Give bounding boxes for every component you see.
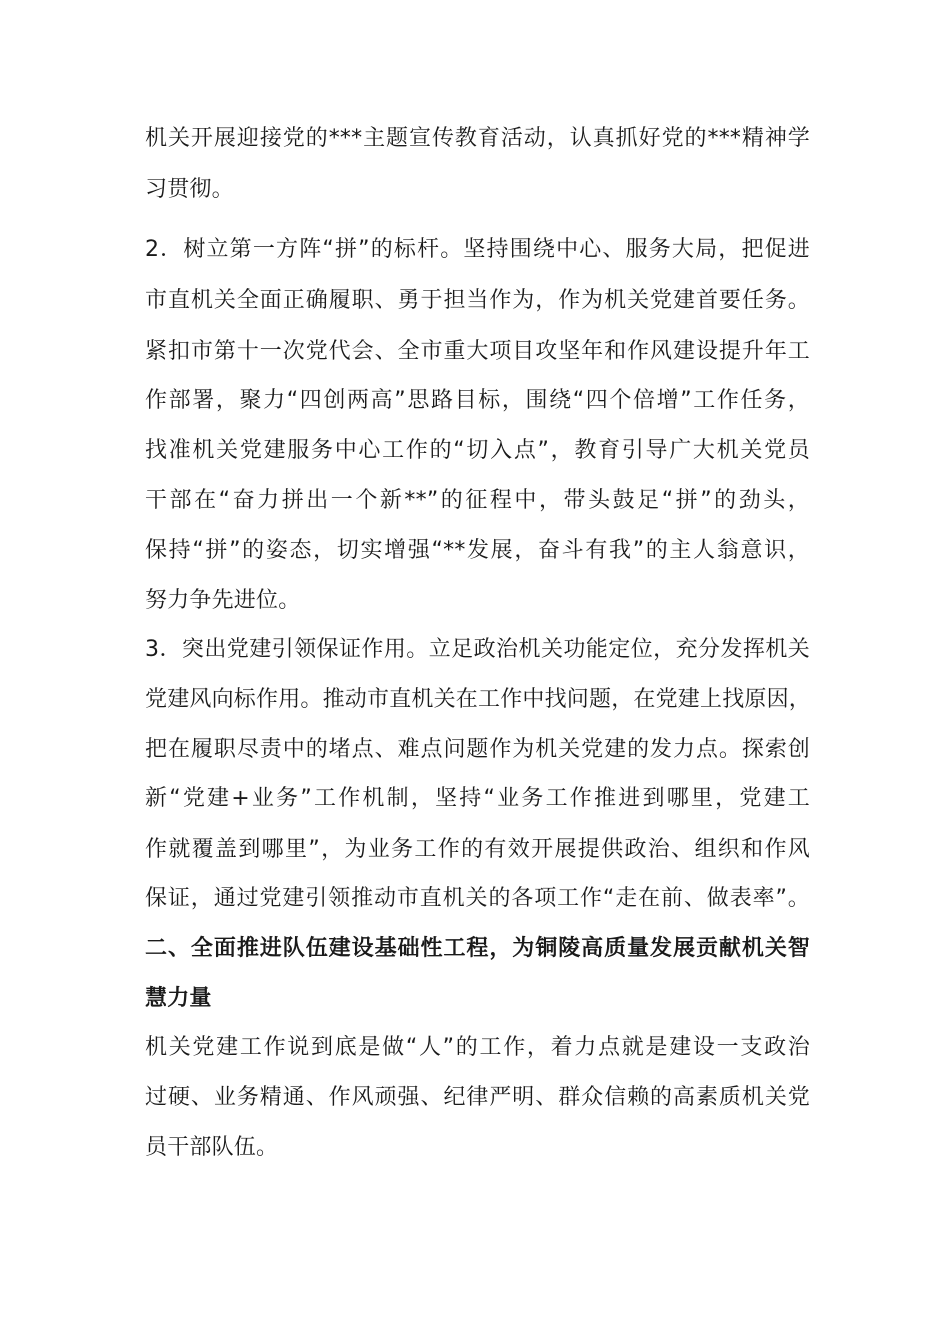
text-line: 习贯彻。 (145, 177, 234, 202)
text-line: 新“党建+业务”工作机制，坚持“业务工作推进到哪里，党建工 (145, 786, 810, 811)
text-line: 3．突出党建引领保证作用。立足政治机关功能定位，充分发挥机关 (145, 637, 810, 662)
text-line: 作就覆盖到哪里”，为业务工作的有效开展提供政治、组织和作风 (145, 837, 810, 862)
text-line: 干部在“奋力拼出一个新**”的征程中，带头鼓足“拼”的劲头， (145, 488, 810, 513)
text-line: 找准机关党建服务中心工作的“切入点”，教育引导广大机关党员 (145, 438, 810, 463)
text-line: 紧扣市第十一次党代会、全市重大项目攻坚年和作风建设提升年工 (145, 339, 810, 364)
text-line: 保证，通过党建引领推动市直机关的各项工作“走在前、做表率”。 (145, 886, 810, 911)
text-line: 2．树立第一方阵“拼”的标杆。坚持围绕中心、服务大局，把促进 (145, 237, 810, 262)
text-line: 员干部队伍。 (145, 1135, 279, 1160)
text-line: 保持“拼”的姿态，切实增强“**发展，奋斗有我”的主人翁意识， (145, 538, 810, 563)
text-line: 过硬、业务精通、作风顽强、纪律严明、群众信赖的高素质机关党 (145, 1085, 810, 1110)
section-heading: 慧力量 (145, 986, 212, 1011)
text-line: 党建风向标作用。推动市直机关在工作中找问题，在党建上找原因， (145, 687, 812, 712)
text-line: 市直机关全面正确履职、勇于担当作为，作为机关党建首要任务。 (145, 288, 810, 313)
section-heading: 二、全面推进队伍建设基础性工程，为铜陵高质量发展贡献机关智 (145, 936, 810, 961)
text-line: 努力争先进位。 (145, 588, 301, 613)
text-line: 作部署，聚力“四创两高”思路目标，围绕“四个倍增”工作任务， (145, 388, 810, 413)
text-line: 机关党建工作说到底是做“人”的工作，着力点就是建设一支政治 (145, 1035, 810, 1060)
text-line: 把在履职尽责中的堵点、难点问题作为机关党建的发力点。探索创 (145, 737, 810, 762)
text-line: 机关开展迎接党的***主题宣传教育活动，认真抓好党的***精神学 (145, 126, 810, 151)
